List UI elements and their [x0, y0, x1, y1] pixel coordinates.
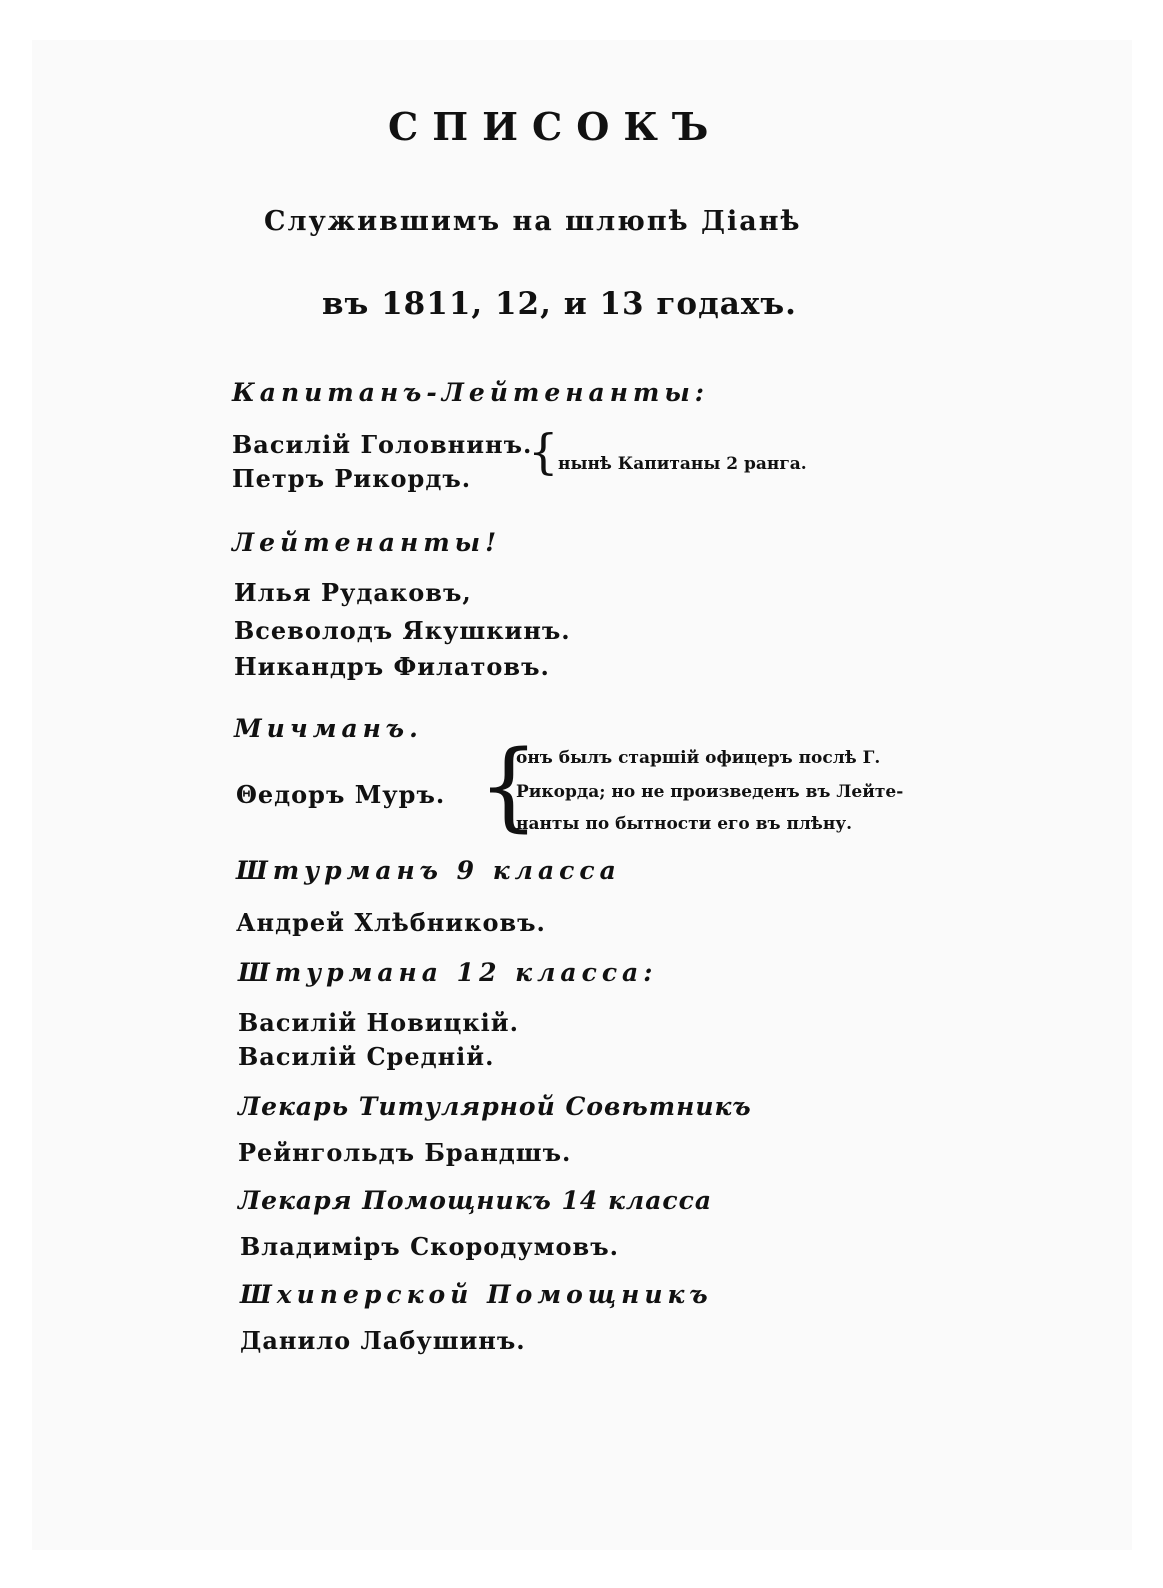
note-text: нанты по бытности его въ плѣну.	[516, 814, 853, 834]
section-heading-navigator-9: Штурманъ 9 класса	[236, 856, 621, 885]
section-heading-lieutenants: Лейтенанты!	[232, 528, 502, 557]
name-entry: Владиміръ Скородумовъ.	[240, 1232, 619, 1261]
name-entry: Петръ Рикордъ.	[232, 464, 472, 493]
name-entry: Θедоръ Муръ.	[236, 780, 446, 809]
section-heading-doctor: Лекарь Титулярной Совѣтникъ	[238, 1092, 752, 1121]
name-entry: Рейнгольдъ Брандшъ.	[238, 1138, 572, 1167]
name-entry: Данило Лабушинъ.	[240, 1326, 526, 1355]
section-heading-midshipman: Мичманъ.	[234, 714, 423, 743]
note-text: нынѣ Капитаны 2 ранга.	[558, 454, 807, 474]
note-text: онъ былъ старшій офицеръ послѣ Г.	[516, 748, 881, 768]
section-heading-navigator-12: Штурмана 12 класса:	[238, 958, 658, 987]
section-heading-skipper-assistant: Шхиперской Помощникъ	[240, 1280, 713, 1309]
name-entry: Всеволодъ Якушкинъ.	[234, 616, 571, 645]
note-text: Рикорда; но не произведенъ въ Лейте-	[516, 782, 904, 802]
document-subtitle: Служившимъ на шлюпѣ Діанѣ	[264, 206, 802, 237]
name-entry: Василій Новицкій.	[238, 1008, 519, 1037]
section-heading-doctor-assistant: Лекаря Помощникъ 14 класса	[238, 1186, 713, 1215]
name-entry: Никандръ Филатовъ.	[234, 652, 550, 681]
curly-brace: {	[528, 424, 559, 480]
name-entry: Василій Головнинъ.	[232, 430, 533, 459]
name-entry: Василій Средній.	[238, 1042, 495, 1071]
name-entry: Андрей Хлѣбниковъ.	[236, 908, 546, 937]
section-heading-captain-lieutenants: Капитанъ-Лейтенанты:	[232, 378, 710, 407]
document-years: въ 1811, 12, и 13 годахъ.	[322, 286, 797, 322]
curly-brace: {	[478, 730, 540, 842]
name-entry: Илья Рудаковъ,	[234, 578, 472, 607]
document-title: СПИСОКЪ	[388, 104, 723, 149]
